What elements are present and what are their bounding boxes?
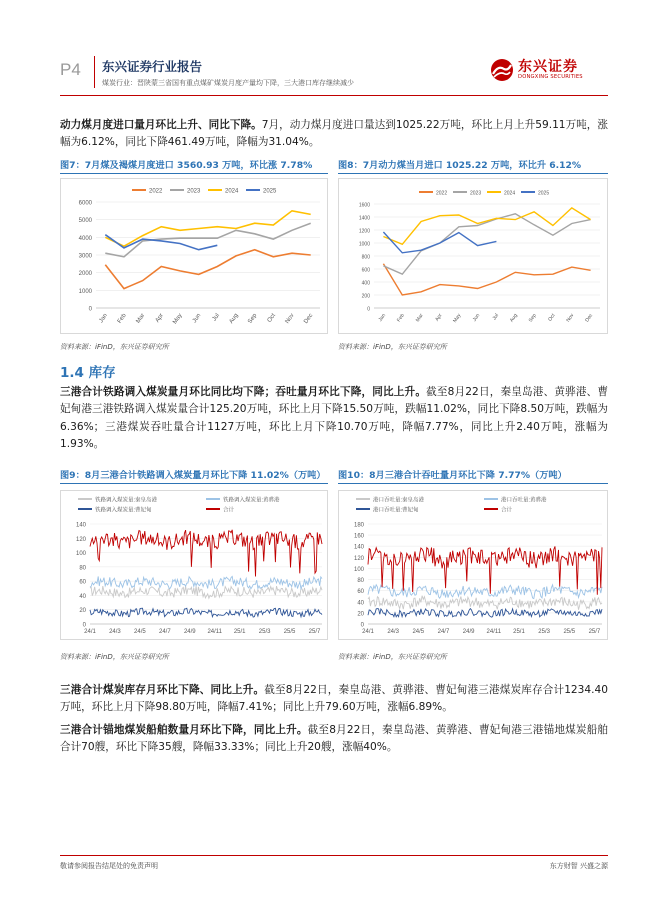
footer-slogan: 东方财智 兴盛之源 xyxy=(549,862,608,870)
fig7-source: 资料来源：iFinD，东兴证券研究所 xyxy=(60,343,169,351)
y-tick-label: 200 xyxy=(361,293,370,300)
y-tick-label: 40 xyxy=(79,593,86,600)
x-tick-label: Nov xyxy=(284,312,296,325)
report-subtitle: 煤炭行业：晋陕蒙三省国有重点煤矿煤炭月度产量均下降，三大港口库存继续减少 xyxy=(102,79,354,87)
x-tick-label: 25/3 xyxy=(538,629,550,635)
company-logo xyxy=(490,56,608,86)
report-title: 东兴证券行业报告 xyxy=(102,59,203,74)
y-tick-label: 0 xyxy=(367,306,370,313)
x-tick-label: 24/11 xyxy=(207,629,223,635)
y-tick-label: 100 xyxy=(353,566,364,573)
x-tick-label: 24/5 xyxy=(134,629,146,635)
y-tick-label: 4000 xyxy=(78,235,92,242)
para-body: 截至8月22日，秦皇岛港、黄骅港、曹妃甸港三港煤炭库存合计1234.40万吨，环比上月下降98.80万吨，降幅7.41%；同比上升79.60万吨，涨幅6.89%。 xyxy=(60,684,609,714)
para-body: 截至8月22日，秦皇岛港、黄骅港、曹妃甸港三港铁路调入煤炭量合计125.20万吨，环比上月下降15.50万吨，跌幅11.02%，同比下降8.50万吨，跌幅为6.36%；三港煤炭吞吐量合计1127万吨，环比上月下降10.70万吨，降幅7.77%，同比上升2.40万吨，涨幅为1.93%。 xyxy=(60,386,608,451)
y-tick-label: 1400 xyxy=(358,215,370,222)
y-tick-label: 0 xyxy=(88,306,92,313)
x-tick-label: Mar xyxy=(414,312,425,324)
para-body: 7月，动力煤月度进口量达到1025.22万吨，环比上月上升59.11万吨，涨幅为6.12%，同比下降461.49万吨，降幅为31.04%。 xyxy=(60,119,609,149)
y-tick-label: 5000 xyxy=(78,218,92,225)
y-tick-label: 0 xyxy=(82,622,86,629)
x-tick-label: Oct xyxy=(547,312,557,323)
x-tick-label: Jun xyxy=(191,312,203,325)
paragraph-anchored-ships xyxy=(60,722,608,757)
x-tick-label: 25/7 xyxy=(308,629,321,635)
legend-label-2022: 2022 xyxy=(149,188,163,195)
legend-label-2023: 2023 xyxy=(470,190,482,197)
y-tick-label: 40 xyxy=(357,600,364,607)
legend-label-2024: 2024 xyxy=(504,190,516,197)
paragraph-thermal-coal-imports xyxy=(60,117,608,152)
x-tick-label: May xyxy=(452,312,463,324)
x-tick-label: 25/1 xyxy=(233,629,246,635)
header-rule xyxy=(60,95,608,96)
y-tick-label: 6000 xyxy=(78,200,92,207)
logo-text-en: DONGXING SECURITIES xyxy=(518,74,583,80)
legend-label-铁路调入煤炭量:黄骅港: 铁路调入煤炭量:黄骅港 xyxy=(223,497,280,504)
x-tick-label: Sep xyxy=(247,312,259,325)
y-tick-label: 80 xyxy=(79,565,86,572)
x-tick-label: Dec xyxy=(303,312,315,325)
x-tick-label: 25/5 xyxy=(563,629,576,635)
x-tick-label: 25/5 xyxy=(283,629,296,635)
legend-label-合计: 合计 xyxy=(501,507,513,514)
header-separator xyxy=(94,56,95,88)
x-tick-label: 25/7 xyxy=(588,629,601,635)
legend-label-2025: 2025 xyxy=(263,188,277,195)
y-tick-label: 400 xyxy=(361,280,370,287)
y-tick-label: 600 xyxy=(361,267,370,274)
x-tick-label: 24/1 xyxy=(84,629,96,635)
fig7-caption: 图7：7月煤及褐煤月度进口 3560.93 万吨，环比涨 7.78% xyxy=(60,160,313,171)
x-tick-label: Jan xyxy=(377,312,388,323)
y-tick-label: 120 xyxy=(353,555,364,562)
y-tick-label: 80 xyxy=(357,578,364,585)
paragraph-port-inventory xyxy=(60,682,608,717)
x-tick-label: 25/1 xyxy=(513,629,525,635)
section-heading-inventory: 1.4 库存 xyxy=(60,365,116,381)
fig9-caption-rule xyxy=(60,483,328,484)
x-tick-label: 24/7 xyxy=(437,629,450,635)
x-tick-label: Nov xyxy=(565,312,576,324)
para-lead: 动力煤月度进口量月环比上升、同比下降。 xyxy=(60,119,262,131)
x-tick-label: Aug xyxy=(228,312,240,325)
y-tick-label: 1000 xyxy=(78,288,92,295)
fig10-chart xyxy=(338,490,608,640)
x-tick-label: 24/9 xyxy=(462,629,475,635)
y-tick-label: 0 xyxy=(360,622,364,629)
x-tick-label: Jul xyxy=(211,312,221,323)
y-tick-label: 1600 xyxy=(358,202,370,209)
x-tick-label: Dec xyxy=(584,312,595,324)
footer-disclaimer: 敬请参阅报告结尾处的免责声明 xyxy=(60,862,158,870)
x-tick-label: Jul xyxy=(491,312,501,322)
x-tick-label: 24/3 xyxy=(109,629,121,635)
legend-label-2023: 2023 xyxy=(187,188,201,195)
x-tick-label: Jun xyxy=(471,312,482,323)
legend-label-2025: 2025 xyxy=(538,190,550,197)
x-tick-label: 24/3 xyxy=(387,629,400,635)
y-tick-label: 20 xyxy=(79,608,86,615)
fig9-source: 资料来源：iFinD，东兴证券研究所 xyxy=(60,653,169,661)
y-tick-label: 100 xyxy=(75,551,86,558)
fig10-source: 资料来源：iFinD，东兴证券研究所 xyxy=(338,653,447,661)
x-tick-label: 25/3 xyxy=(258,629,271,635)
legend-label-铁路调入煤炭量:曹妃甸: 铁路调入煤炭量:曹妃甸 xyxy=(95,507,152,514)
para-body: 截至8月22日，秦皇岛港、黄骅港、曹妃甸港三港锚地煤炭船舶合计70艘，环比下降35艘，降幅33.33%；同比上升20艘，涨幅40%。 xyxy=(60,724,609,754)
x-tick-label: 24/1 xyxy=(362,629,374,635)
fig9-caption: 图9：8月三港合计铁路调入煤炭量月环比下降 11.02%（万吨） xyxy=(60,470,326,481)
y-tick-label: 180 xyxy=(353,522,364,529)
x-tick-label: Oct xyxy=(266,312,277,324)
logo-text-cn: 东兴证券 xyxy=(518,59,578,75)
legend-label-铁路调入煤炭量:秦皇岛港: 铁路调入煤炭量:秦皇岛港 xyxy=(95,497,158,504)
para-lead: 三港合计锚地煤炭船舶数量月环比下降，同比上升。 xyxy=(60,724,308,736)
y-tick-label: 800 xyxy=(361,254,370,261)
fig8-caption: 图8：7月动力煤当月进口 1025.22 万吨，环比升 6.12% xyxy=(338,160,582,171)
x-tick-label: 24/9 xyxy=(183,629,196,635)
x-tick-label: Sep xyxy=(527,312,538,324)
y-tick-label: 140 xyxy=(75,522,86,529)
y-tick-label: 60 xyxy=(357,589,364,596)
fig8-caption-rule xyxy=(338,173,608,174)
y-tick-label: 120 xyxy=(75,536,86,543)
fig8-source: 资料来源：iFinD，东兴证券研究所 xyxy=(338,343,447,351)
x-tick-label: Jan xyxy=(98,312,109,325)
y-tick-label: 1200 xyxy=(358,228,370,235)
y-tick-label: 60 xyxy=(79,579,86,586)
paragraph-rail-inflow-throughput xyxy=(60,384,608,454)
legend-label-港口吞吐量:曹妃甸: 港口吞吐量:曹妃甸 xyxy=(373,507,419,514)
para-lead: 三港合计铁路调入煤炭量月环比同比均下降；吞吐量月环比下降，同比上升。 xyxy=(60,386,427,398)
y-tick-label: 160 xyxy=(353,533,364,540)
y-tick-label: 140 xyxy=(353,544,364,551)
logo-mark-icon xyxy=(490,57,514,83)
y-tick-label: 20 xyxy=(357,611,364,618)
x-tick-label: Mar xyxy=(135,312,147,325)
x-tick-label: May xyxy=(172,312,184,326)
fig10-caption: 图10：8月三港合计吞吐量月环比下降 7.77%（万吨） xyxy=(338,470,567,481)
y-tick-label: 2000 xyxy=(78,271,92,278)
fig10-caption-rule xyxy=(338,483,608,484)
page-number: P4 xyxy=(60,60,81,79)
y-tick-label: 3000 xyxy=(78,253,92,260)
legend-label-合计: 合计 xyxy=(223,507,235,514)
legend-label-港口吞吐量:黄骅港: 港口吞吐量:黄骅港 xyxy=(501,497,547,504)
x-tick-label: Aug xyxy=(508,312,519,324)
legend-label-2022: 2022 xyxy=(436,190,448,197)
fig7-caption-rule xyxy=(60,173,328,174)
y-tick-label: 1000 xyxy=(358,241,370,248)
para-lead: 三港合计煤炭库存月环比下降、同比上升。 xyxy=(60,684,265,696)
x-tick-label: Apr xyxy=(154,312,165,324)
x-tick-label: Feb xyxy=(116,312,128,325)
fig8-chart xyxy=(338,178,608,334)
x-tick-label: 24/5 xyxy=(412,629,425,635)
x-tick-label: 24/11 xyxy=(486,629,502,635)
fig7-chart xyxy=(60,178,328,334)
x-tick-label: 24/7 xyxy=(158,629,171,635)
x-tick-label: Apr xyxy=(434,312,444,323)
legend-label-港口吞吐量:秦皇岛港: 港口吞吐量:秦皇岛港 xyxy=(373,497,425,504)
footer-rule xyxy=(60,855,608,856)
x-tick-label: Feb xyxy=(396,312,406,324)
report-header xyxy=(60,52,608,94)
fig9-chart xyxy=(60,490,328,640)
legend-label-2024: 2024 xyxy=(225,188,239,195)
